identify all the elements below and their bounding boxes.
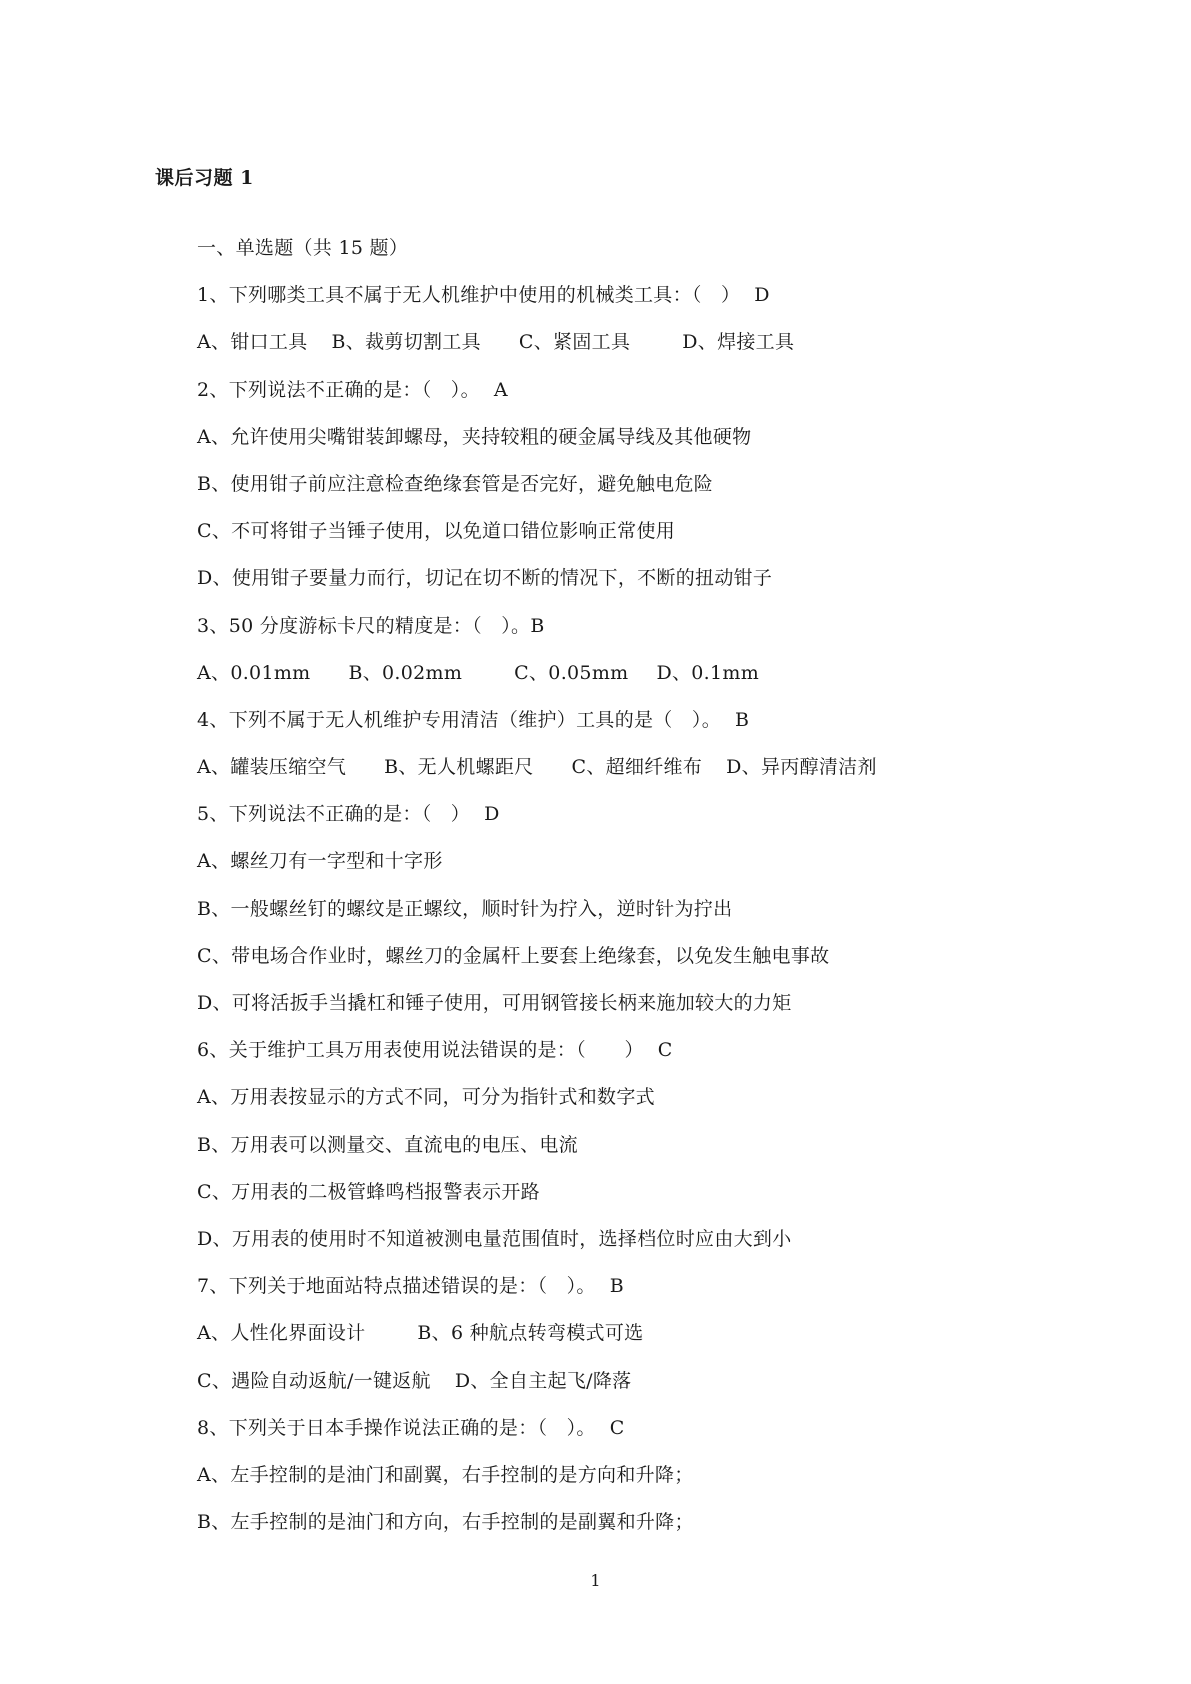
option-row xyxy=(197,326,1157,373)
option: D、异丙醇清洁剂 xyxy=(726,756,877,779)
option: A、人性化界面设计 xyxy=(197,1322,366,1345)
option-line: B、使用钳子前应注意检查绝缘套管是否完好，避免触电危险 xyxy=(197,472,714,495)
option: D、焊接工具 xyxy=(682,331,795,354)
option: C、紧固工具 xyxy=(518,331,631,354)
question-text: 3、50 分度游标卡尺的精度是：（ ）。 xyxy=(197,614,531,637)
option: A、罐装压缩空气 xyxy=(197,756,347,779)
question-text: 8、下列关于日本手操作说法正确的是：（ ）。 xyxy=(197,1416,596,1439)
option: B、无人机螺距尺 xyxy=(384,756,534,779)
option: C、超细纤维布 xyxy=(571,756,703,779)
option-row xyxy=(197,751,1157,798)
option-line: C、带电场合作业时，螺丝刀的金属杆上要套上绝缘套，以免发生触电事故 xyxy=(197,944,830,967)
page-title: 课后习题 1 xyxy=(155,167,254,189)
option-line: D、可将活扳手当撬杠和锤子使用，可用钢管接长柄来施加较大的力矩 xyxy=(197,992,792,1014)
question-stem xyxy=(197,704,1157,751)
section-heading: 一、单选题（共 15 题） xyxy=(197,237,409,259)
option-line: C、万用表的二极管蜂鸣档报警表示开路 xyxy=(197,1180,540,1203)
option: A、钳口工具 xyxy=(197,331,308,354)
option-line: B、左手控制的是油门和方向，右手控制的是副翼和升降； xyxy=(197,1511,694,1534)
option-line: C、不可将钳子当锤子使用，以免道口错位影响正常使用 xyxy=(197,520,676,543)
question-text: 6、关于维护工具万用表使用说法错误的是：（ ） xyxy=(197,1039,644,1062)
question-answer: C xyxy=(657,1039,673,1062)
option: D、全自主起飞/降落 xyxy=(454,1369,632,1392)
option-line: A、左手控制的是油门和副翼，右手控制的是方向和升降； xyxy=(197,1463,694,1486)
option-line: B、一般螺丝钉的螺纹是正螺纹，顺时针为拧入，逆时针为拧出 xyxy=(197,897,733,920)
question-answer: B xyxy=(609,1275,624,1298)
question-stem xyxy=(197,279,1157,326)
option-row xyxy=(197,1317,1157,1364)
exercise-content xyxy=(197,232,1157,1553)
question-text: 1、下列哪类工具不属于无人机维护中使用的机械类工具：（ ） xyxy=(197,284,741,307)
option-line: A、万用表按显示的方式不同，可分为指针式和数字式 xyxy=(197,1086,655,1109)
option-row xyxy=(197,1365,1157,1412)
question-stem xyxy=(197,1034,1157,1081)
question-text: 2、下列说法不正确的是：（ ）。 xyxy=(197,378,480,401)
question-answer: C xyxy=(609,1416,625,1439)
option-line: D、万用表的使用时不知道被测电量范围值时，选择档位时应由大到小 xyxy=(197,1227,792,1250)
option-line: A、允许使用尖嘴钳装卸螺母，夹持较粗的硬金属导线及其他硬物 xyxy=(197,425,752,448)
option-row xyxy=(197,657,1157,704)
question-answer: B xyxy=(530,614,545,637)
page-number: 1 xyxy=(590,1571,601,1590)
option-line: A、螺丝刀有一字型和十字形 xyxy=(197,850,443,873)
question-stem xyxy=(197,610,1157,657)
option: B、裁剪切割工具 xyxy=(331,331,481,354)
option: B、0.02mm xyxy=(348,661,463,684)
question-stem xyxy=(197,1270,1157,1317)
option-line: B、万用表可以测量交、直流电的电压、电流 xyxy=(197,1133,578,1156)
question-stem xyxy=(197,1412,1157,1459)
option: C、0.05mm xyxy=(514,661,629,684)
question-answer: B xyxy=(735,708,750,731)
question-answer: D xyxy=(754,284,770,307)
question-answer: A xyxy=(493,378,508,401)
question-answer: D xyxy=(484,803,500,826)
option: B、6 种航点转弯模式可选 xyxy=(417,1322,644,1345)
option: C、遇险自动返航/一键返航 xyxy=(197,1369,431,1392)
question-text: 7、下列关于地面站特点描述错误的是：（ ）。 xyxy=(197,1275,596,1298)
question-stem xyxy=(197,374,1157,421)
option: A、0.01mm xyxy=(197,661,311,684)
question-stem xyxy=(197,798,1157,845)
question-text: 4、下列不属于无人机维护专用清洁（维护）工具的是（ ）。 xyxy=(197,708,721,731)
question-text: 5、下列说法不正确的是：（ ） xyxy=(197,803,471,826)
option-line: D、使用钳子要量力而行，切记在切不断的情况下，不断的扭动钳子 xyxy=(197,567,773,590)
option: D、0.1mm xyxy=(656,661,760,684)
